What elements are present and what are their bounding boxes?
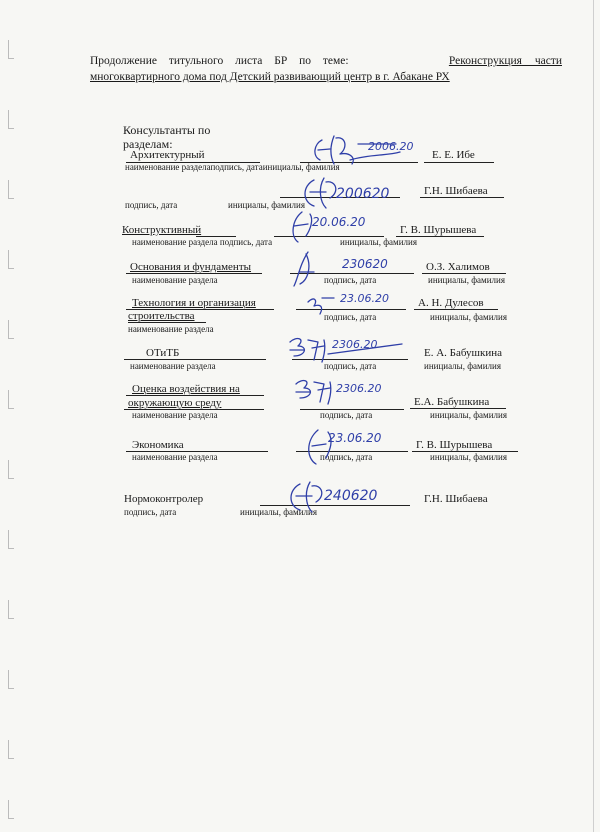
signature-otitb bbox=[284, 330, 414, 366]
scan-margin-mark bbox=[8, 670, 14, 689]
signature-constructive bbox=[280, 206, 390, 246]
caption: подпись, дата bbox=[320, 452, 373, 462]
caption: инициалы, фамилия bbox=[424, 361, 501, 371]
caption: наименование раздела bbox=[132, 452, 218, 462]
scan-margin-mark bbox=[8, 800, 14, 819]
caption: подпись, дата bbox=[324, 361, 377, 371]
name-underline bbox=[410, 408, 506, 409]
scan-margin-mark bbox=[8, 530, 14, 549]
consultant-name: А. Н. Дулесов bbox=[418, 297, 484, 309]
normcontrol-label: Нормоконтролер bbox=[124, 493, 204, 505]
caption: инициалы, фамилия bbox=[430, 410, 507, 420]
scan-margin-mark bbox=[8, 600, 14, 619]
signature-date: 23.06.20 bbox=[340, 292, 389, 305]
consultant-name: Г. В. Шурышева bbox=[416, 439, 493, 451]
caption: подпись, дата bbox=[320, 410, 373, 420]
signature-date: 2006.20 bbox=[368, 140, 414, 153]
caption: инициалы, фамилия bbox=[340, 237, 417, 247]
signature-date: 2306.20 bbox=[336, 382, 382, 395]
caption: подпись, дата bbox=[324, 275, 377, 285]
scan-margin-mark bbox=[8, 390, 14, 409]
consultant-name: Г.Н. Шибаева bbox=[424, 185, 488, 197]
section-underline bbox=[128, 322, 206, 323]
caption: инициалы, фамилия bbox=[240, 507, 317, 517]
caption: наименование раздела bbox=[132, 410, 218, 420]
normcontrol-name: Г.Н. Шибаева bbox=[424, 493, 488, 505]
section-environment: Оценка воздействия на bbox=[132, 383, 240, 395]
name-underline bbox=[420, 197, 504, 198]
scan-margin-mark bbox=[8, 740, 14, 759]
signature-technology bbox=[300, 288, 410, 322]
topic-line-1: Реконструкция части bbox=[448, 55, 562, 67]
signature-date: 200620 bbox=[336, 186, 390, 202]
signature-date: 2306.20 bbox=[332, 338, 378, 351]
title-prefix: Продолжение титульного листа БР по теме: bbox=[90, 55, 349, 67]
signature-foundations bbox=[290, 246, 420, 290]
caption: инициалы, фамилия bbox=[430, 452, 507, 462]
name-underline bbox=[414, 309, 498, 310]
section-architectural: Архитектурный bbox=[130, 149, 205, 161]
consultants-title: Консультанты по bbox=[123, 123, 211, 137]
consultants-subtitle: разделам: bbox=[123, 137, 173, 151]
scan-margin-mark bbox=[8, 320, 14, 339]
scan-margin-mark bbox=[8, 180, 14, 199]
signature-date: 230620 bbox=[342, 257, 388, 271]
consultant-name: Е. Е. Ибе bbox=[432, 149, 475, 161]
title-line-1 bbox=[90, 56, 562, 68]
section-environment-line2: окружающую среду bbox=[128, 397, 222, 409]
signature-economics bbox=[296, 424, 416, 472]
section-economics: Экономика bbox=[132, 439, 184, 451]
scan-margin-mark bbox=[8, 40, 14, 59]
consultant-name: Е. А. Бабушкина bbox=[424, 347, 503, 359]
caption: подпись, дата bbox=[324, 312, 377, 322]
signature-architectural bbox=[300, 130, 430, 170]
signature-environment bbox=[288, 372, 418, 408]
signature-date: 20.06.20 bbox=[312, 215, 366, 229]
section-underline bbox=[126, 273, 262, 274]
consultant-name: О.З. Халимов bbox=[426, 261, 490, 273]
name-underline bbox=[422, 273, 506, 274]
caption: наименование разделаподпись, датаинициалы, фамилия bbox=[125, 162, 340, 172]
section-underline bbox=[124, 359, 266, 360]
caption: наименование раздела bbox=[130, 361, 216, 371]
scan-margin-mark bbox=[8, 460, 14, 479]
section-technology-line2: строительства bbox=[128, 310, 195, 322]
signature-date: 240620 bbox=[324, 488, 378, 504]
caption: инициалы, фамилия bbox=[428, 275, 505, 285]
caption: подпись, дата bbox=[124, 507, 177, 517]
section-foundations: Основания и фундаменты bbox=[130, 261, 252, 273]
section-underline bbox=[126, 395, 264, 396]
signature-normcontrol bbox=[282, 476, 412, 516]
caption: инициалы, фамилия bbox=[430, 312, 507, 322]
caption: наименование раздела bbox=[128, 324, 214, 334]
topic-line-2: многоквартирного дома под Детский развивающий центр в г. Абакане РХ bbox=[90, 71, 450, 83]
consultant-name: Г. В. Шурышева bbox=[400, 224, 477, 236]
scan-margin-mark bbox=[8, 250, 14, 269]
caption: подпись, дата bbox=[125, 200, 178, 210]
section-constructive: Конструктивный bbox=[122, 224, 202, 236]
caption: наименование раздела подпись, дата bbox=[132, 237, 273, 247]
name-underline bbox=[424, 162, 494, 163]
section-technology: Технология и организация bbox=[132, 297, 256, 309]
caption: инициалы, фамилия bbox=[228, 200, 305, 210]
section-otitb: ОТиТБ bbox=[146, 347, 180, 359]
scan-margin-mark bbox=[8, 110, 14, 129]
caption: наименование раздела bbox=[132, 275, 218, 285]
scan-edge bbox=[593, 0, 594, 832]
consultant-name: Е.А. Бабушкина bbox=[414, 396, 490, 408]
signature-date: 23.06.20 bbox=[328, 431, 382, 445]
